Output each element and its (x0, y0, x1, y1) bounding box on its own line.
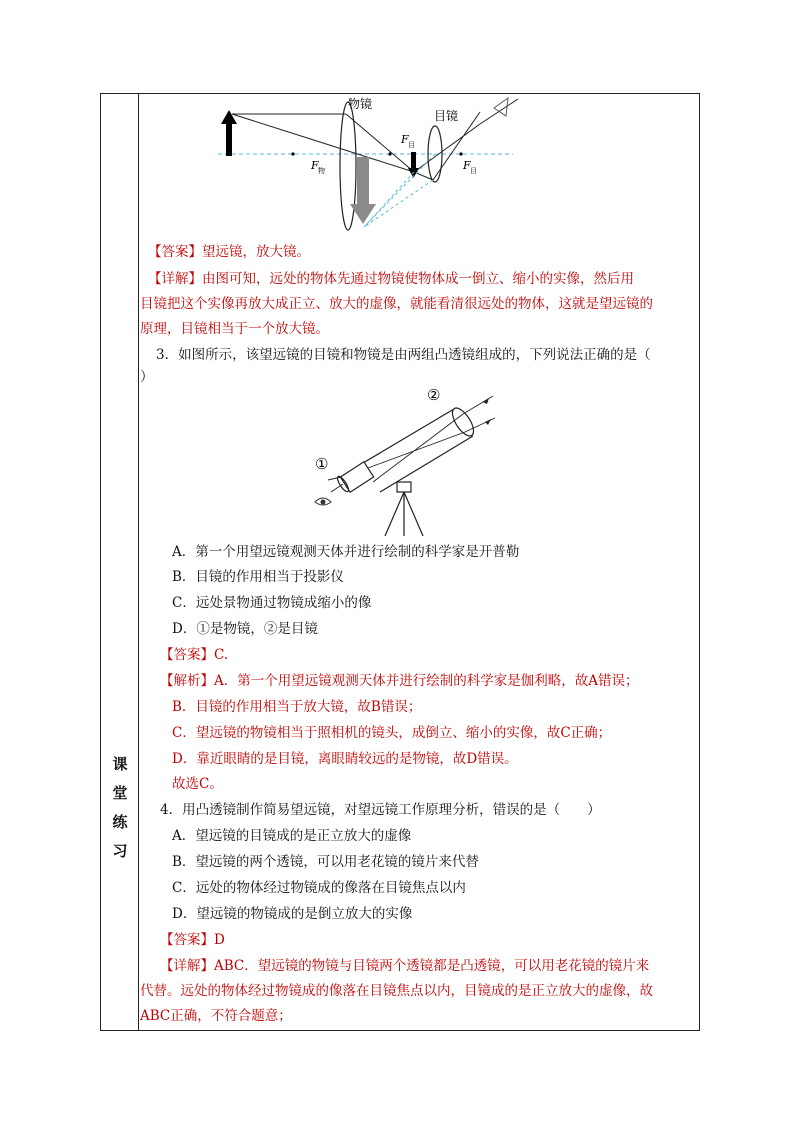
analysis-tag: 【解析】 (160, 673, 214, 689)
object-arrow-head (221, 110, 237, 124)
answer-text: 望远镜，放大镜。 (202, 244, 310, 260)
answer-text: D (214, 932, 225, 948)
content-area (140, 94, 693, 1030)
f-eyepiece-sub-2: 目 (470, 167, 477, 175)
eye-pupil (321, 500, 326, 505)
q3-analysis-c: C．望远镜的物镜相当于照相机的镜头，成倒立、缩小的实像，故C正确； (172, 725, 612, 741)
telescope-ray-diagram (218, 94, 538, 239)
q3-choose: 故选C。 (172, 776, 223, 792)
side-column (101, 94, 139, 1030)
objective-label: 物镜 (348, 97, 373, 111)
detail-tag: 【详解】 (160, 958, 214, 974)
ray-arrow (485, 419, 491, 425)
side-char: 习 (112, 842, 128, 860)
label-2: ② (427, 386, 441, 404)
real-image (411, 152, 416, 170)
q2-detail-line (148, 269, 693, 289)
q4-detail (160, 956, 705, 976)
focal-point (291, 152, 294, 155)
objective-lens (340, 102, 356, 230)
q4-option-c: C．远处的物体经过物镜成的像落在目镜焦点以内 (172, 880, 466, 896)
focal-point (459, 152, 462, 155)
q4-option-a: A．望远镜的目镜成的是正立放大的虚像 (172, 828, 412, 844)
eyepiece-tube (340, 462, 373, 492)
side-label (101, 750, 139, 866)
q3-stem: 3．如图所示，该望远镜的目镜和物镜是由两组凸透镜组成的，下列说法正确的是（ (156, 347, 651, 363)
q4-option-d: D．望远镜的物镜成的是倒立放大的实像 (172, 906, 413, 922)
detail-text: ABC．望远镜的物镜与目镜两个透镜都是凸透镜，可以用老花镜的镜片来 (214, 958, 650, 974)
q3-stem-cont: ） (140, 369, 154, 385)
q4-stem: 4．用凸透镜制作简易望远镜，对望远镜工作原理分析，错误的是（ ） (160, 802, 601, 818)
f-objective-label: F (311, 159, 319, 172)
q3-option-b: B．目镜的作用相当于投影仪 (172, 569, 344, 585)
ray (328, 477, 341, 480)
q4-detail-line: ABC正确，不符合题意； (140, 1008, 292, 1024)
virtual-image (357, 157, 369, 205)
q4-detail-line: 代替。远处的物体经过物镜成的像落在目镜焦点以内，目镜成的是正立放大的虚像，故 (140, 983, 653, 999)
side-char: 堂 (112, 784, 128, 802)
side-char: 练 (112, 813, 128, 831)
eyepiece-label: 目镜 (434, 109, 459, 123)
q3-analysis-d: D．靠近眼睛的是目镜，离眼睛较远的是物镜，故D错误。 (172, 751, 518, 767)
q2-detail-line: 原理，目镜相当于一个放大镜。 (140, 321, 329, 337)
answer-tag: 【答案】 (160, 647, 214, 663)
ray (232, 114, 414, 172)
extension-line (364, 154, 435, 227)
tripod-leg (404, 492, 423, 536)
answer-tag: 【答案】 (160, 932, 214, 948)
tripod-leg (385, 492, 404, 536)
ray (331, 484, 343, 492)
focal-point (388, 152, 391, 155)
q3-analysis-b: B．目镜的作用相当于放大镜，故B错误； (172, 699, 422, 715)
telescope-figure (313, 384, 513, 539)
mount (397, 482, 411, 492)
f-objective-sub: 物 (318, 167, 325, 175)
object-arrow (226, 122, 232, 156)
q2-detail-line: 目镜把这个实像再放大成正立、放大的虚像，就能看清很远处的物体，这就是望远镜的 (140, 296, 653, 312)
side-char: 课 (112, 755, 128, 773)
q3-option-d: D．①是物镜，②是目镜 (172, 621, 318, 637)
f-eyepiece-label: F (401, 133, 409, 146)
exercise-table (100, 93, 700, 1031)
label-1: ① (315, 455, 329, 473)
extension-line (364, 180, 433, 227)
q3-option-c: C．远处景物通过物镜成缩小的像 (172, 595, 372, 611)
answer-tag: 【答案】 (148, 244, 202, 260)
q4-answer (160, 930, 705, 950)
q4-option-b: B．望远镜的两个透镜，可以用老花镜的镜片来代替 (172, 854, 479, 870)
q3-option-a: A．第一个用望远镜观测天体并进行绘制的科学家是开普勒 (172, 544, 520, 560)
q3-answer (160, 645, 705, 665)
detail-text: 由图可知，远处的物体先通过物镜使物体成一倒立、缩小的实像，然后用 (202, 271, 634, 287)
analysis-text: A．第一个用望远镜观测天体并进行绘制的科学家是伽利略，故A错误； (214, 673, 639, 689)
q2-answer (148, 242, 693, 262)
f-eyepiece-label-2: F (463, 159, 471, 172)
q3-analysis (160, 671, 705, 691)
ray (373, 414, 463, 482)
f-eyepiece-sub: 目 (408, 141, 415, 149)
detail-tag: 【详解】 (148, 271, 202, 287)
answer-text: C. (214, 647, 229, 663)
